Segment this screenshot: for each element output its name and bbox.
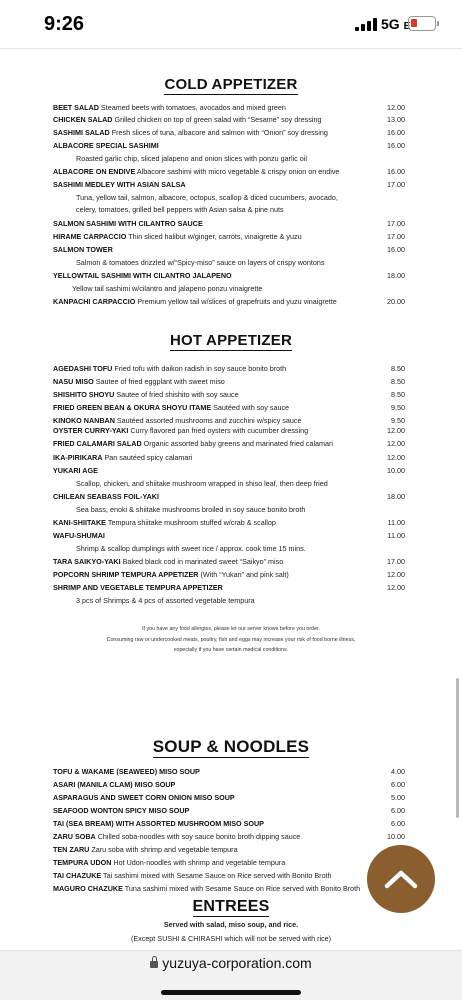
menu-item: YUKARI AGE 10.00	[53, 466, 405, 475]
menu-item-note: Sea bass, enoki & shiitake mushrooms broiled in soy sauce bonito broth	[76, 505, 306, 514]
menu-item: CHICKEN SALAD Grilled chicken on top of green salad with “Sesame” soy dressing 13.00	[53, 115, 405, 124]
menu-item-note: Shrimp & scallop dumplings with sweet rice / approx. cook time 15 mins.	[76, 544, 306, 553]
menu-item: TEMPURA UDON Hot Udon-noodles with shrimp and vegetable tempura	[53, 858, 286, 867]
menu-item-note: Roasted garlic chip, sliced jalapeno and onion slices with ponzu garlic oil	[76, 154, 307, 163]
allergy-notice: especially if you have certain medical conditions.	[173, 647, 289, 653]
menu-item: TAI CHAZUKE Tai sashimi mixed with Sesame Sauce on Rice served with Bonito Broth	[53, 871, 332, 880]
menu-item: FRIED GREEN BEAN & OKURA SHOYU ITAME Sautéed with soy sauce 9.50	[53, 403, 405, 412]
menu-item: BEET SALAD Steamed beets with tomatoes, avocados and mixed green 12.00	[53, 103, 405, 112]
menu-item: KANI-SHIITAKE Tempura shiitake mushroom stuffed w/crab & scallop 11.00	[53, 518, 405, 527]
menu-item: KINOKO NANBAN Sautéed assorted mushrooms and zucchini w/spicy sauce 9.50	[53, 416, 405, 425]
menu-item-note: Salmon & tomatoes drizzled w/“Spicy-miso” sauce on layers of crispy wontons	[76, 258, 325, 267]
menu-item: KANPACHI CARPACCIO Premium yellow tail w/slices of grapefruits and yuzu vinaigrette 20.00	[53, 297, 405, 306]
status-time: 9:26	[44, 13, 85, 35]
menu-item-note: Tuna, yellow tail, salmon, albacore, octopus, scallop & diced cucumbers, avocado,	[76, 193, 338, 202]
home-indicator[interactable]	[161, 990, 301, 995]
allergy-notice: If you have any food allergies, please let our server knows before you order.	[142, 626, 320, 632]
menu-item-note: 3 pcs of Shrimps & 4 pcs of assorted vegetable tempura	[76, 596, 255, 605]
cellular-signal-icon	[355, 17, 377, 31]
entrees-title: ENTREES	[192, 898, 270, 915]
menu-item: SALMON SASHIMI WITH CILANTRO SAUCE 17.00	[53, 219, 405, 228]
menu-item: TARA SAIKYO-YAKI Baked black cod in marinated sweet “Saikyo” miso 17.00	[53, 557, 405, 566]
menu-item: AGEDASHI TOFU Fried tofu with daikon radish in soy sauce bonito broth 8.50	[53, 364, 405, 373]
scroll-to-top-button[interactable]	[367, 845, 435, 913]
menu-item: OYSTER CURRY-YAKI Curry flavored pan fried oysters with cucumber dressing 12.00	[53, 426, 405, 435]
menu-item: SHRIMP AND VEGETABLE TEMPURA APPETIZER 12.00	[53, 583, 405, 592]
menu-item: ASPARAGUS AND SWEET CORN ONION MISO SOUP 5.00	[53, 793, 405, 802]
url-text: yuzuya-corporation.com	[162, 955, 312, 971]
menu-item: IKA-PIRIKARA Pan sautéed spicy calamari 12.00	[53, 453, 405, 462]
menu-item: YELLOWTAIL SASHIMI WITH CILANTRO JALAPENO 18.00	[53, 271, 405, 280]
battery-icon	[408, 16, 436, 31]
menu-item: ZARU SOBA Chilled soba-noodles with soy sauce bonito broth dipping sauce 10.00	[53, 832, 405, 841]
menu-item: SHISHITO SHOYU Sautee of fried shishito with soy sauce 8.50	[53, 390, 405, 399]
hot-appetizer-title: HOT APPETIZER	[169, 332, 293, 349]
menu-item-note: Yellow tail sashimi w/cilantro and jalapeno ponzu vinaigrette	[72, 284, 263, 293]
menu-item: FRIED CALAMARI SALAD Organic assorted baby greens and marinated fried calamari 12.00	[53, 439, 405, 448]
menu-item: CHILEAN SEABASS FOIL-YAKI 18.00	[53, 492, 405, 501]
menu-item: SALMON TOWER 16.00	[53, 245, 405, 254]
url-display[interactable]	[0, 955, 462, 971]
menu-item: MAGURO CHAZUKE Tuna sashimi mixed with Sesame Sauce on Rice served with Bonito Broth	[53, 884, 361, 893]
allergy-notice: Consuming raw or undercooked meats, poultry, fish and eggs may increase your risk of food borne illness,	[106, 637, 356, 643]
cold-appetizer-title: COLD APPETIZER	[164, 76, 298, 93]
menu-item: SASHIMI MEDLEY WITH ASIAN SALSA 17.00	[53, 180, 405, 189]
network-indicator: 5G E	[381, 16, 411, 32]
scrollbar[interactable]	[456, 678, 459, 818]
divider	[0, 48, 462, 49]
battery-tip	[437, 21, 439, 26]
menu-item: SEAFOOD WONTON SPICY MISO SOUP 6.00	[53, 806, 405, 815]
menu-item: POPCORN SHRIMP TEMPURA APPETIZER (With “Yukari” and pink salt) 12.00	[53, 570, 405, 579]
menu-item: SASHIMI SALAD Fresh slices of tuna, albacore and salmon with “Onion” soy dressing 16.00	[53, 128, 405, 137]
menu-item: TEN ZARU Zaru soba with shrimp and vegetable tempura	[53, 845, 238, 854]
entrees-subtitle: Served with salad, miso soup, and rice.	[163, 920, 299, 929]
menu-item: NASU MISO Sautee of fried eggplant with sweet miso 8.50	[53, 377, 405, 386]
menu-item-note: Scallop, chicken, and shiitake mushroom wrapped in shiso leaf, then deep fried	[76, 479, 328, 488]
entrees-subnote: (Except SUSHI & CHIRASHI which will not be served with rice)	[130, 934, 332, 943]
lock-icon	[150, 961, 158, 968]
chevron-up-icon	[383, 868, 419, 890]
status-bar	[0, 0, 462, 48]
menu-page[interactable]	[0, 48, 462, 950]
menu-item: TOFU & WAKAME (SEAWEED) MISO SOUP 4.00	[53, 767, 405, 776]
menu-item: HIRAME CARPACCIO Thin sliced halibut w/ginger, carrots, vinaigrette & yuzu 17.00	[53, 232, 405, 241]
menu-item: TAI (SEA BREAM) WITH ASSORTED MUSHROOM MISO SOUP 6.00	[53, 819, 405, 828]
soup-noodles-title: SOUP & NOODLES	[152, 737, 310, 756]
menu-item: WAFU-SHUMAI 11.00	[53, 531, 405, 540]
menu-item: ALBACORE ON ENDIVE Albacore sashimi with micro vegetable & crispy onion on endive 16.00	[53, 167, 405, 176]
menu-item: ALBACORE SPECIAL SASHIMI 16.00	[53, 141, 405, 150]
menu-item: ASARI (MANILA CLAM) MISO SOUP 6.00	[53, 780, 405, 789]
menu-item-note: celery, tomatoes, grilled bell peppers with Asian salsa & pine nuts	[76, 205, 284, 214]
